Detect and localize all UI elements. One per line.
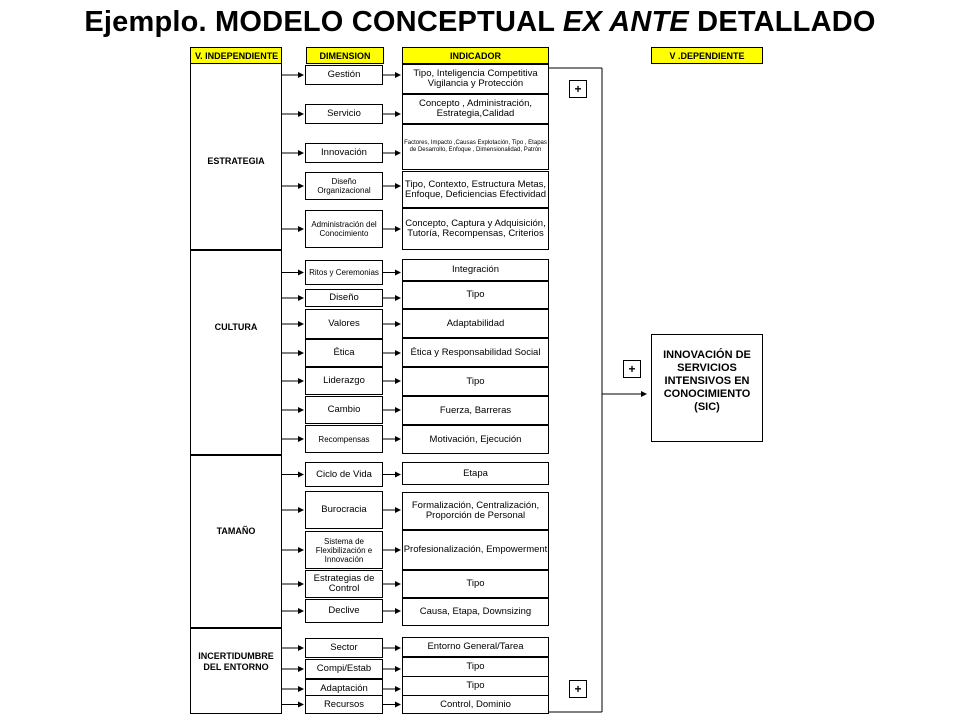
indicator-box: Tipo, Contexto, Estructura Metas, Enfoque, Deficiencias Efectividad [402,171,549,208]
indicator-box: Etapa [402,462,549,485]
dimension-box: Diseño [305,289,383,307]
dimension-box: Burocracia [305,491,383,529]
dependent-variable-box: INNOVACIÓN DE SERVICIOS INTENSIVOS EN CONOCIMIENTO (SIC) [651,334,763,442]
dimension-box: Cambio [305,396,383,424]
plus-box-bottom: + [569,680,587,698]
indicator-box: Profesionalización, Empowerment [402,530,549,570]
group-uncertainty: INCERTIDUMBRE DEL ENTORNO [190,628,282,714]
indicator-box: Formalización, Centralización, Proporción de Personal [402,492,549,530]
dimension-box: Servicio [305,104,383,124]
dimension-box: Ética [305,339,383,367]
header-dimension: DIMENSION [306,47,384,64]
plus-box-middle: + [623,360,641,378]
dimension-box: Sistema de Flexibilización e Innovación [305,531,383,569]
dimension-box: Estrategias de Control [305,570,383,598]
indicator-box: Ética y Responsabilidad Social [402,338,549,367]
title-text-end: DETALLADO [688,6,876,38]
dimension-box: Valores [305,309,383,339]
dimension-box: Sector [305,638,383,658]
indicator-box: Control, Dominio [402,695,549,714]
dimension-box: Gestión [305,65,383,85]
dimension-box: Ciclo de Vida [305,462,383,487]
indicator-box: Tipo [402,570,549,598]
group-culture: CULTURA [190,250,282,455]
dimension-box: Innovación [305,143,383,163]
dimension-box: Liderazgo [305,367,383,395]
indicator-box: Factores, Impacto ,Causas Explotación, Tipo , Etapas de Desarrollo, Enfoque , Dimensionalidad, Patrón [402,124,549,170]
dimension-box: Administración del Conocimiento [305,210,383,248]
dimension-box: Recompensas [305,425,383,453]
indicator-box: Tipo [402,676,549,696]
group-strategy: ESTRATEGIA [190,64,282,250]
plus-box-top: + [569,80,587,98]
indicator-box: Entorno General/Tarea [402,637,549,657]
indicator-box: Integración [402,259,549,281]
dimension-box: Diseño Organizacional [305,172,383,200]
title-emphasis: EX ANTE [562,6,689,38]
header-independent: V. INDEPENDIENTE [190,47,282,64]
indicator-box: Fuerza, Barreras [402,396,549,425]
group-size: TAMAÑO [190,455,282,628]
indicator-box: Causa, Etapa, Downsizing [402,598,549,626]
dimension-box: Recursos [305,695,383,714]
header-dependent: V .DEPENDIENTE [651,47,763,64]
dimension-box: Ritos y Ceremonias [305,260,383,285]
title-text: Ejemplo. MODELO CONCEPTUAL [84,6,563,38]
header-indicator: INDICADOR [402,47,549,64]
indicator-box: Concepto, Captura y Adquisición, Tutoría, Recompensas, Criterios [402,208,549,250]
indicator-box: Tipo [402,657,549,677]
indicator-box: Adaptabilidad [402,309,549,338]
indicator-box: Tipo [402,281,549,309]
dimension-box: Compi/Estab [305,659,383,679]
indicator-box: Tipo, Inteligencia Competitiva Vigilancia y Protección [402,64,549,94]
indicator-box: Motivación, Ejecución [402,425,549,454]
indicator-box: Concepto , Administración, Estrategia,Calidad [402,94,549,124]
dimension-box: Adaptación [305,679,383,699]
dimension-box: Declive [305,599,383,623]
indicator-box: Tipo [402,367,549,396]
